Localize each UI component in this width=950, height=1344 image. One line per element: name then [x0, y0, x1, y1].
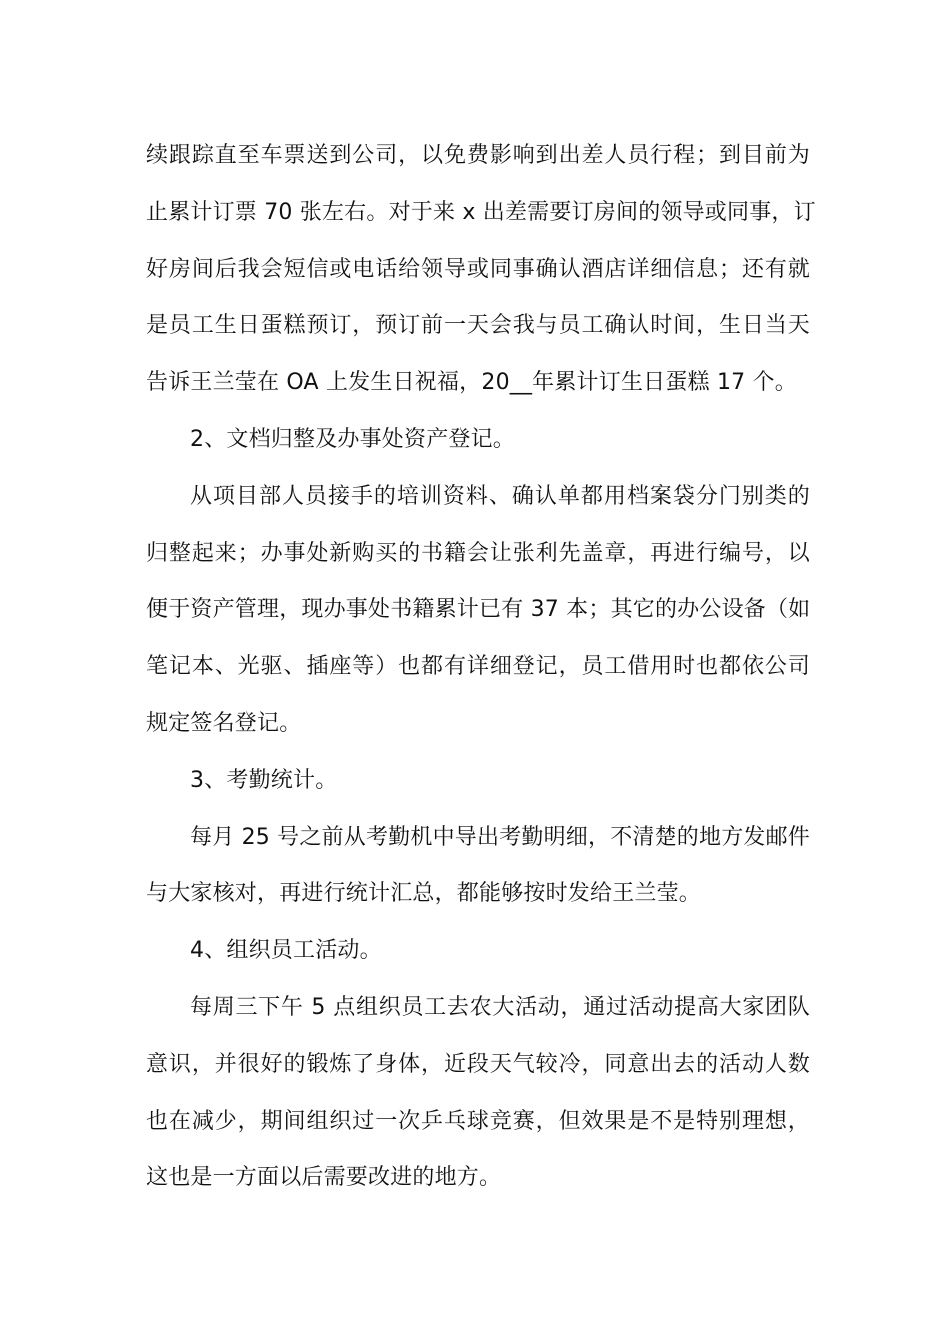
text-line: 意识，并很好的锻炼了身体，近段天气较冷，同意出去的活动人数 [146, 1051, 810, 1077]
heading-line: 4、组织员工活动。 [190, 938, 382, 964]
section-heading-activities [146, 923, 810, 980]
paragraph-documents [146, 469, 810, 753]
document-body [146, 128, 816, 1207]
text-line: 规定签名登记。 [146, 710, 302, 736]
text-line: 告诉王兰莹在 OA 上发生日祝福，20__年累计订生日蛋糕 17 个。 [146, 370, 797, 396]
text-line: 续跟踪直至车票送到公司，以免费影响到出差人员行程；到目前为 [146, 143, 810, 168]
section-heading-attendance [146, 753, 810, 810]
text-line: 止累计订票 70 张左右。对于来 x 出差需要订房间的领导或同事，订 [146, 199, 816, 225]
text-line: 也在减少，期间组织过一次乒乓球竞赛，但效果是不是特别理想， [146, 1108, 810, 1134]
text-line: 这也是一方面以后需要改进的地方。 [146, 1165, 502, 1191]
heading-line: 3、考勤统计。 [190, 767, 338, 793]
text-line: 每周三下午 5 点组织员工去农大活动，通过活动提高大家团队 [190, 994, 810, 1020]
text-line: 笔记本、光驱、插座等）也都有详细登记，员工借用时也都依公司 [146, 654, 810, 680]
paragraph-attendance [146, 810, 810, 924]
text-line: 每月 25 号之前从考勤机中导出考勤明细，不清楚的地方发邮件 [190, 824, 810, 850]
heading-line: 2、文档归整及办事处资产登记。 [190, 426, 515, 452]
text-line: 与大家核对，再进行统计汇总，都能够按时发给王兰莹。 [146, 881, 702, 907]
paragraph-continuation [146, 128, 816, 412]
text-line: 是员工生日蛋糕预订，预订前一天会我与员工确认时间，生日当天 [146, 313, 810, 339]
text-line: 便于资产管理，现办事处书籍累计已有 37 本；其它的办公设备（如 [146, 597, 811, 623]
text-line: 归整起来；办事处新购买的书籍会让张利先盖章，再进行编号，以 [146, 540, 810, 566]
paragraph-activities [146, 980, 810, 1207]
text-line: 从项目部人员接手的培训资料、确认单都用档案袋分门别类的 [190, 483, 810, 509]
section-heading-documents [146, 412, 810, 469]
text-line: 好房间后我会短信或电话给领导或同事确认酒店详细信息；还有就 [146, 256, 810, 282]
